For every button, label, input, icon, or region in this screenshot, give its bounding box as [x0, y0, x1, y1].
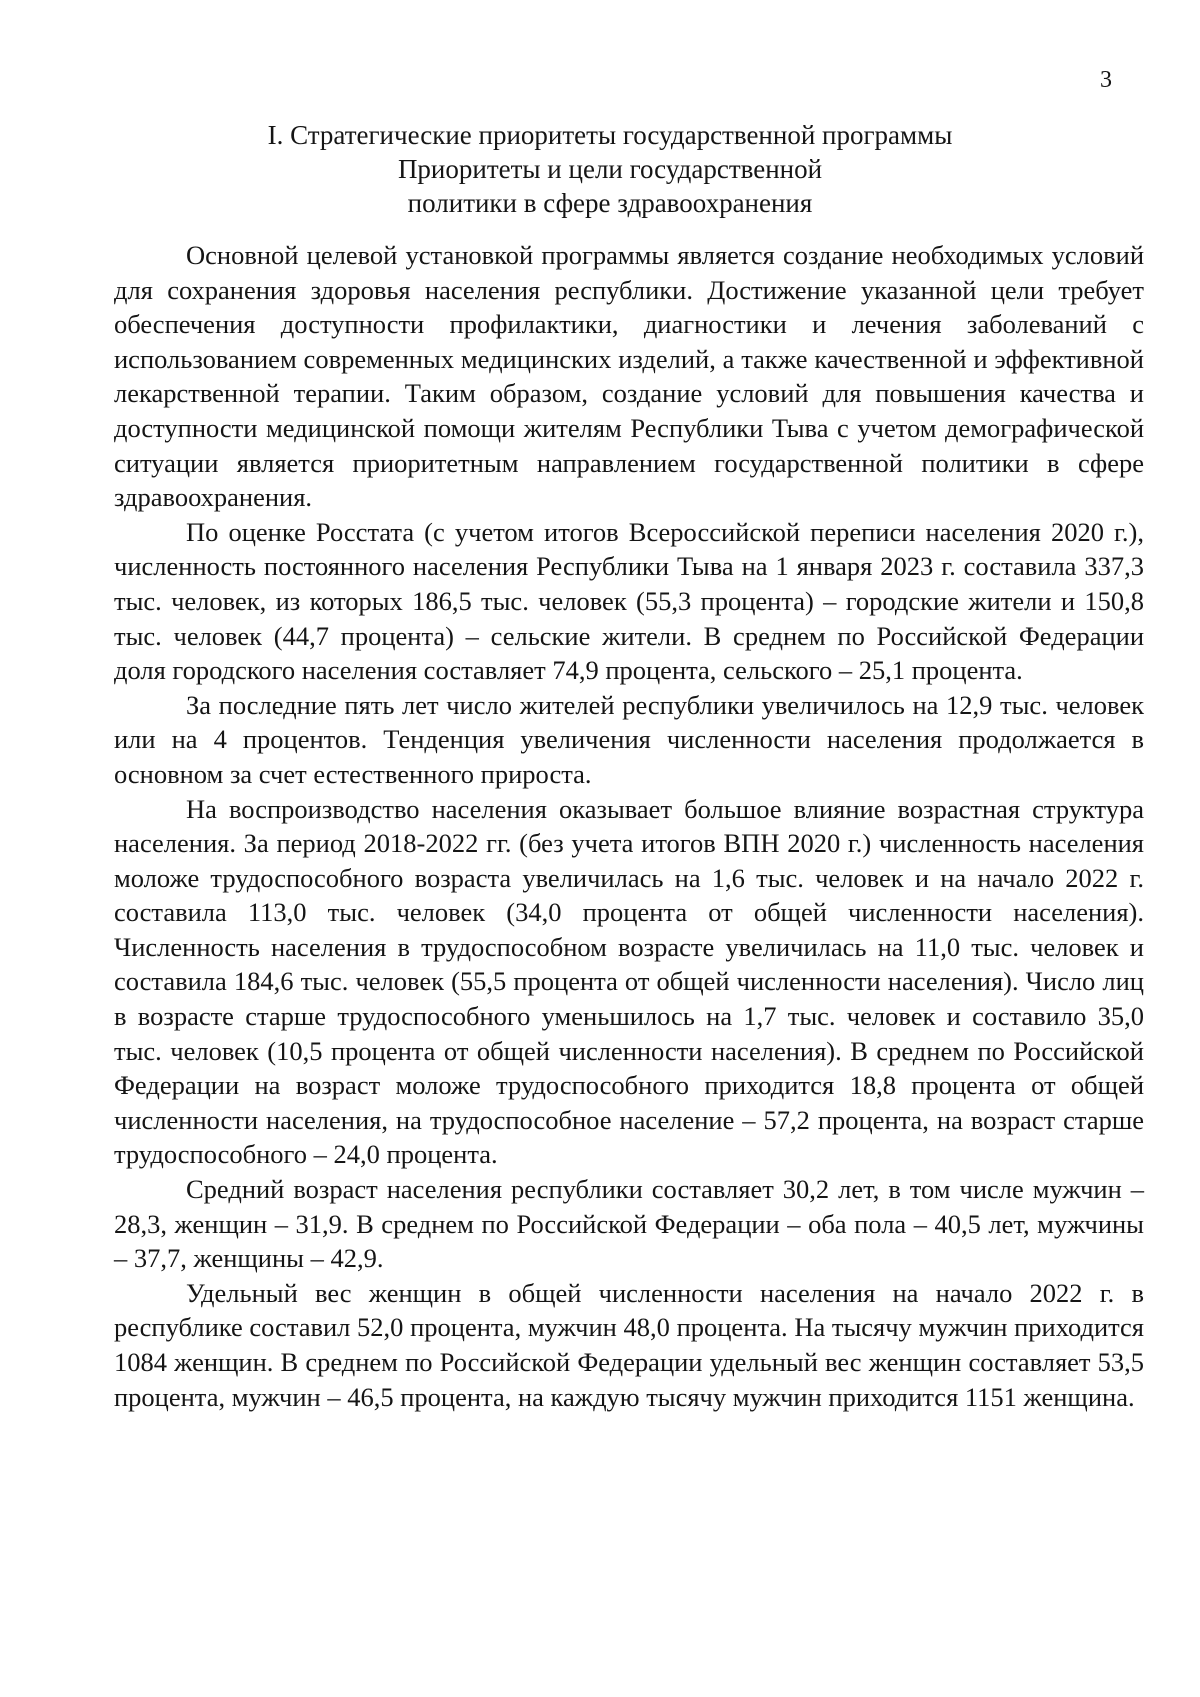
- heading-line-2: Приоритеты и цели государственной: [397, 154, 823, 184]
- section-heading: [110, 118, 1110, 220]
- heading-line-1: I. Стратегические приоритеты государственной программы: [267, 120, 953, 150]
- paragraph-1: Основной целевой установкой программы является создание необходимых условий для сохранения здоровья населения республики. Достижение указанной цели требует обеспечения доступности профилактики, диагностики и лечения заболеваний с использованием современных медицинских изделий, а также качественной и эффективной лекарственной терапии. Таким образом, создание условий для повышения качества и доступности медицинской помощи жителям Республики Тыва с учетом демографической ситуации является приоритетным направлением государственной политики в сфере здравоохранения.: [114, 240, 1144, 513]
- page-number: 3: [1100, 67, 1112, 93]
- paragraph-6: Удельный вес женщин в общей численности населения на начало 2022 г. в республике составил 52,0 процента, мужчин 48,0 процента. На тысячу мужчин приходится 1084 женщин. В среднем по Российской Федерации удельный вес женщин составляет 53,5 процента, мужчин – 46,5 процента, на каждую тысячу мужчин приходится 1151 женщина.: [114, 1277, 1144, 1412]
- paragraph-3: За последние пять лет число жителей республики увеличилось на 12,9 тыс. человек или на 4 процентов. Тенденция увеличения численности населения продолжается в основном за счет естественного прироста.: [114, 689, 1144, 789]
- body-text: [114, 238, 1144, 1414]
- paragraph-4: На воспроизводство населения оказывает большое влияние возрастная структура населения. За период 2018-2022 гг. (без учета итогов ВПН 2020 г.) численность населения моложе трудоспособного возраста увеличилась на 1,6 тыс. человек и на начало 2022 г. составила 113,0 тыс. человек (34,0 процента от общей численности населения). Численность населения в трудоспособном возрасте увеличилась на 11,0 тыс. человек и составила 184,6 тыс. человек (55,5 процента от общей численности населения). Число лиц в возрасте старше трудоспособного уменьшилось на 1,7 тыс. человек и составило 35,0 тыс. человек (10,5 процента от общей численности населения). В среднем по Российской Федерации на возраст моложе трудоспособного приходится 18,8 процента от общей численности населения, на трудоспособное население – 57,2 процента, на возраст старше трудоспособного – 24,0 процента.: [114, 793, 1144, 1170]
- heading-line-3: политики в сфере здравоохранения: [407, 188, 813, 218]
- paragraph-2: По оценке Росстата (с учетом итогов Всероссийской переписи населения 2020 г.), численность постоянного населения Республики Тыва на 1 января 2023 г. составила 337,3 тыс. человек, из которых 186,5 тыс. человек (55,3 процента) – городские жители и 150,8 тыс. человек (44,7 процента) – сельские жители. В среднем по Российской Федерации доля городского населения составляет 74,9 процента, сельского – 25,1 процента.: [114, 516, 1144, 686]
- paragraph-5: Средний возраст населения республики составляет 30,2 лет, в том числе мужчин – 28,3, женщин – 31,9. В среднем по Российской Федерации – оба пола – 40,5 лет, мужчины – 37,7, женщины – 42,9.: [114, 1174, 1144, 1274]
